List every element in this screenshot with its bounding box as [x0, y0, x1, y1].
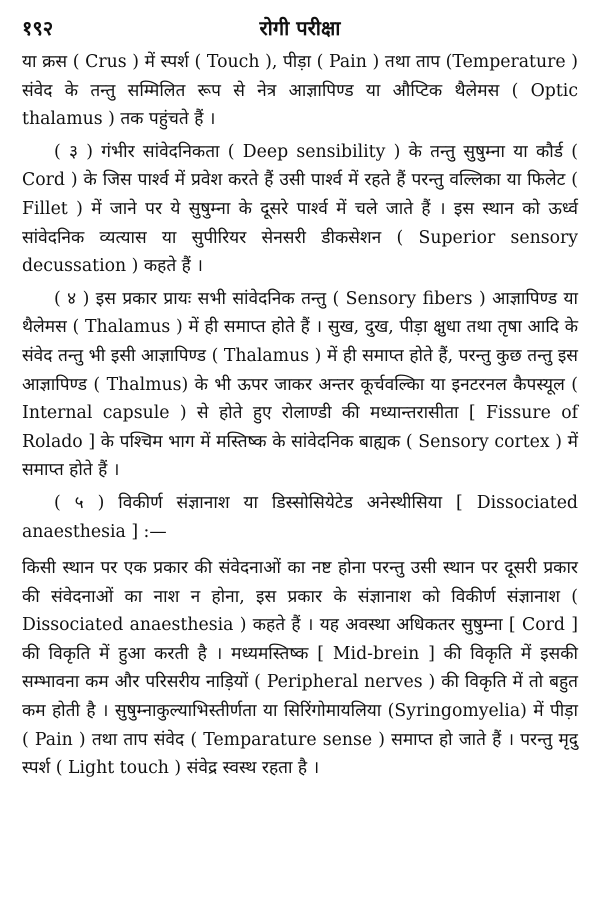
paragraph-deep-sensibility: ( ३ ) गंभीर सांवेदनिकता ( Deep sensibility ) के तन्तु सुषुम्ना या कौर्ड ( Cord ) के जिस पार्श्व में प्रवेश करते हैं उसी पार्श्व में रहते हैं परन्तु वल्लिका या फिलेट ( Fillet ) में जाने पर ये सुषुम्ना के दूसरे पार्श्व में चले जाते हैं । इस स्थान को ऊर्ध्व सांवेदनिक व्यत्यास या सुपीरियर सेनसरी डीकसेशन ( Superior sensory decussation ) कहते हैं ।	[22, 141, 578, 277]
page-number: १९२	[22, 16, 54, 40]
page-body	[22, 48, 578, 783]
running-title: रोगी परीक्षा	[259, 16, 341, 40]
paragraph-crus-touch: या क्रस ( Crus ) में स्पर्श ( Touch ), पीड़ा ( Pain ) तथा ताप (Temperature ) संवेद के तन्तु सम्मिलित रूप से नेत्र आज्ञापिण्ड या औप्टिक थैलेमस ( Optic thalamus ) तक पहुंचते हैं ।	[22, 52, 578, 130]
page-header	[22, 10, 578, 48]
paragraph-dissociated-description: किसी स्थान पर एक प्रकार की संवेदनाओं का नष्ट होना परन्तु उसी स्थान पर दूसरी प्रकार की संवेदनाओं का नाश न होना, इस प्रकार के संज्ञानाश को विकीर्ण संज्ञानाश ( Dissociated anaesthesia ) कहते हैं । यह अवस्था अधिकतर सुषुम्ना [ Cord ] की विकृति में हुआ करती है । मध्यमस्तिष्क [ Mid-brein ] की विकृति में इसकी सम्भावना कम और परिसरीय नाड़ियों ( Peripheral nerves ) की विकृति में तो बहुत कम होती है । सुषुम्नाकुल्याभिस्तीर्णता या सिरिंगोमायलिया (Syringomyelia) में पीड़ा ( Pain ) तथा ताप संवेद ( Temparature sense ) समाप्त हो जाते हैं । परन्तु मृदु स्पर्श ( Light touch ) संवेद्र स्वस्थ रहता है ।	[22, 558, 578, 779]
paragraph-sensory-fibers: ( ४ ) इस प्रकार प्रायः सभी सांवेदनिक तन्तु ( Sensory fibers ) आज्ञापिण्ड या थैलेमस ( Thalamus ) में ही समाप्त होते हैं । सुख, दुख, पीड़ा क्षुधा तथा तृषा आदि के संवेद तन्तु भी इसी आज्ञापिण्ड ( Thalamus ) में ही समाप्त होते हैं, परन्तु कुछ तन्तु इस आज्ञापिण्ड ( Thalmus) के भी ऊपर जाकर अन्तर कूर्चवल्किा या इनटरनल कैपस्यूल ( Internal capsule ) से होते हुए रोलाण्डी की मध्यान्तरासीता [ Fissure of Rolado ] के पश्चिम भाग में मस्तिष्क के सांवेदनिक बाह्यक ( Sensory cortex ) में समाप्त होते हैं ।	[22, 288, 578, 481]
paragraph-dissociated-heading: ( ५ ) विकीर्ण संज्ञानाश या डिस्सोसियेटेड अनेस्थीसिया [ Dissociated anaesthesia ] :—	[22, 492, 578, 542]
